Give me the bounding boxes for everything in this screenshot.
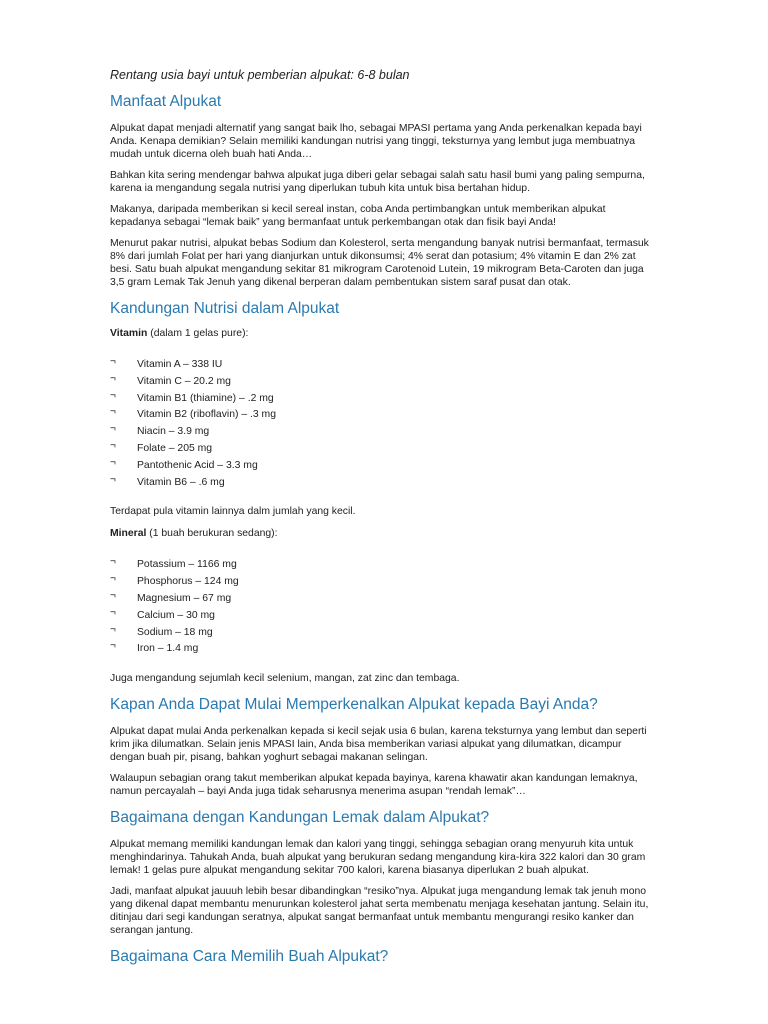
list-item — [110, 391, 658, 408]
paragraph: Jadi, manfaat alpukat jauuuh lebih besar dibandingkan “resiko”nya. Alpukat juga mengandung lemak tak jenuh mono yang dikenal dapat membantu menurunkan kolesterol jahat serta membenatu menjaga kesehatan jantung. Selain itu, ditinjau dari segi kandungan seratnya, alpukat sangat bermanfaat untuk membantu mengurangi resiko kanker dan serangan jantung. — [110, 886, 649, 937]
heading-memilih: Bagaimana Cara Memilih Buah Alpukat? — [110, 948, 389, 966]
bullet-icon: ¬ — [110, 423, 116, 435]
list-item — [110, 625, 658, 642]
bullet-icon: ¬ — [110, 606, 116, 618]
bullet-icon: ¬ — [110, 389, 116, 401]
paragraph: Walaupun sebagian orang takut memberikan alpukat kepada bayinya, karena khawatir akan kandungan lemaknya, namun percayalah – bayi Anda juga tidak seharusnya menerima asupan “rendah lemak”… — [110, 773, 638, 798]
mineral-extra-note: Juga mengandung sejumlah kecil selenium, mangan, zat zinc dan tembaga. — [110, 673, 460, 685]
list-item-text: Vitamin B1 (thiamine) – .2 mg — [137, 392, 274, 404]
list-item-text: Folate – 205 mg — [137, 442, 213, 454]
list-item-text: Vitamin B6 – .6 mg — [137, 476, 225, 488]
paragraph: Bahkan kita sering mendengar bahwa alpukat juga diberi gelar sebagai salah satu hasil bumi yang paling sempurna, karena ia mengandung segala nutrisi yang diperlukan tubuh kita untuk bisa bertahan hidup. — [110, 170, 645, 194]
bullet-icon: ¬ — [110, 456, 116, 468]
age-range-subtitle: Rentang usia bayi untuk pemberian alpukat: 6-8 bulan — [110, 68, 410, 82]
mineral-list — [110, 557, 658, 658]
vitamin-label — [110, 327, 658, 340]
bullet-icon: ¬ — [110, 406, 116, 418]
list-item — [110, 458, 658, 475]
list-item-text: Vitamin A – 338 IU — [137, 359, 223, 370]
bullet-icon: ¬ — [110, 439, 116, 451]
list-item-text: Niacin – 3.9 mg — [137, 426, 210, 438]
list-item-text: Vitamin B2 (riboflavin) – .3 mg — [137, 409, 276, 421]
vitamin-list — [110, 357, 658, 491]
list-item — [110, 407, 658, 424]
heading-manfaat: Manfaat Alpukat — [110, 93, 222, 110]
list-item-text: Phosphorus – 124 mg — [137, 576, 239, 588]
list-item-text: Pantothenic Acid – 3.3 mg — [137, 459, 258, 471]
list-item — [110, 591, 658, 608]
paragraph: Alpukat memang memiliki kandungan lemak dan kalori yang tinggi, sehingga sebagian orang menyuruh kita untuk menghindarinya. Tahukah Anda, buah alpukat yang berukuran sedang mengandung kira-kira 322 kalori dan 30 gram lemak! 1 gelas pure alpukat mengandung sekitar 700 kalori, karena biasanya diperlukan 2 buah alpukat. — [110, 839, 646, 877]
heading-kapan: Kapan Anda Dapat Mulai Memperkenalkan Alpukat kepada Bayi Anda? — [110, 696, 598, 714]
list-item-text: Magnesium – 67 mg — [137, 592, 232, 604]
bullet-icon: ¬ — [110, 573, 116, 585]
list-item-text: Potassium – 1166 mg — [137, 559, 237, 571]
paragraph: Makanya, daripada memberikan si kecil sereal instan, coba Anda pertimbangkan untuk memberikan alpukat kepadanya sebagai “lemak baik” yang bermanfaat untuk perkembangan otak dan fisik bayi Anda! — [110, 204, 606, 228]
bullet-icon: ¬ — [110, 356, 116, 367]
list-item — [110, 357, 658, 374]
list-item — [110, 557, 658, 574]
vitamin-label-bold: Vitamin — [110, 328, 148, 339]
list-item — [110, 441, 658, 458]
heading-kandungan: Kandungan Nutrisi dalam Alpukat — [110, 300, 340, 317]
vitamin-label-note: (dalam 1 gelas pure): — [147, 328, 249, 339]
mineral-label — [110, 527, 658, 540]
paragraph: Alpukat dapat mulai Anda perkenalkan kepada si kecil sejak usia 6 bulan, karena teksturnya yang lembut dan seperti krim jika dilumatkan. Selain jenis MPASI lain, Anda bisa memberikan variasi alpukat yang dilumatkan, dicampur dengan buah pir, pisang, bahkan yoghurt sebagai makanan selingan. — [110, 726, 647, 764]
paragraph: Alpukat dapat menjadi alternatif yang sangat baik lho, sebagai MPASI pertama yang Anda perkenalkan kepada bayi Anda. Kenapa demikian? Selain memiliki kandungan nutrisi yang tinggi, teksturnya yang lembut juga membuatnya mudah untuk dicerna oleh buah hati Anda… — [110, 123, 642, 160]
list-item — [110, 574, 658, 591]
bullet-icon: ¬ — [110, 623, 116, 635]
list-item-text: Vitamin C – 20.2 mg — [137, 375, 231, 387]
mineral-label-note: (1 buah berukuran sedang): — [146, 528, 278, 540]
vitamin-extra-note: Terdapat pula vitamin lainnya dalm jumlah yang kecil. — [110, 506, 356, 518]
list-item-text: Sodium – 18 mg — [137, 626, 213, 638]
heading-lemak: Bagaimana dengan Kandungan Lemak dalam Alpukat? — [110, 809, 490, 827]
bullet-icon: ¬ — [110, 556, 116, 568]
mineral-label-bold: Mineral — [110, 528, 147, 540]
list-item — [110, 424, 658, 441]
paragraph: Menurut pakar nutrisi, alpukat bebas Sodium dan Kolesterol, serta mengandung banyak nutrisi bermanfaat, termasuk 8% dari jumlah Folat per hari yang dianjurkan untuk dikonsumsi; 4% serat dan potasium; 4% vitamin E dan 2% zat besi. Satu buah alpukat mengandung sekitar 81 mikrogram Carotenoid Lutein, 19 mikrogram Beta-Caroten dan juga 3,5 gram Lemak Tak Jenuh yang dikenal berperan dalam pembentukan sistem saraf pusat dan otak. — [110, 238, 649, 288]
bullet-icon: ¬ — [110, 640, 116, 652]
bullet-icon: ¬ — [110, 372, 116, 384]
list-item — [110, 374, 658, 391]
list-item — [110, 641, 658, 658]
document-content — [110, 67, 658, 977]
list-item-text: Iron – 1.4 mg — [137, 643, 199, 655]
list-item — [110, 475, 658, 492]
bullet-icon: ¬ — [110, 473, 116, 485]
list-item-text: Calcium – 30 mg — [137, 609, 215, 621]
bullet-icon: ¬ — [110, 589, 116, 601]
list-item — [110, 608, 658, 625]
